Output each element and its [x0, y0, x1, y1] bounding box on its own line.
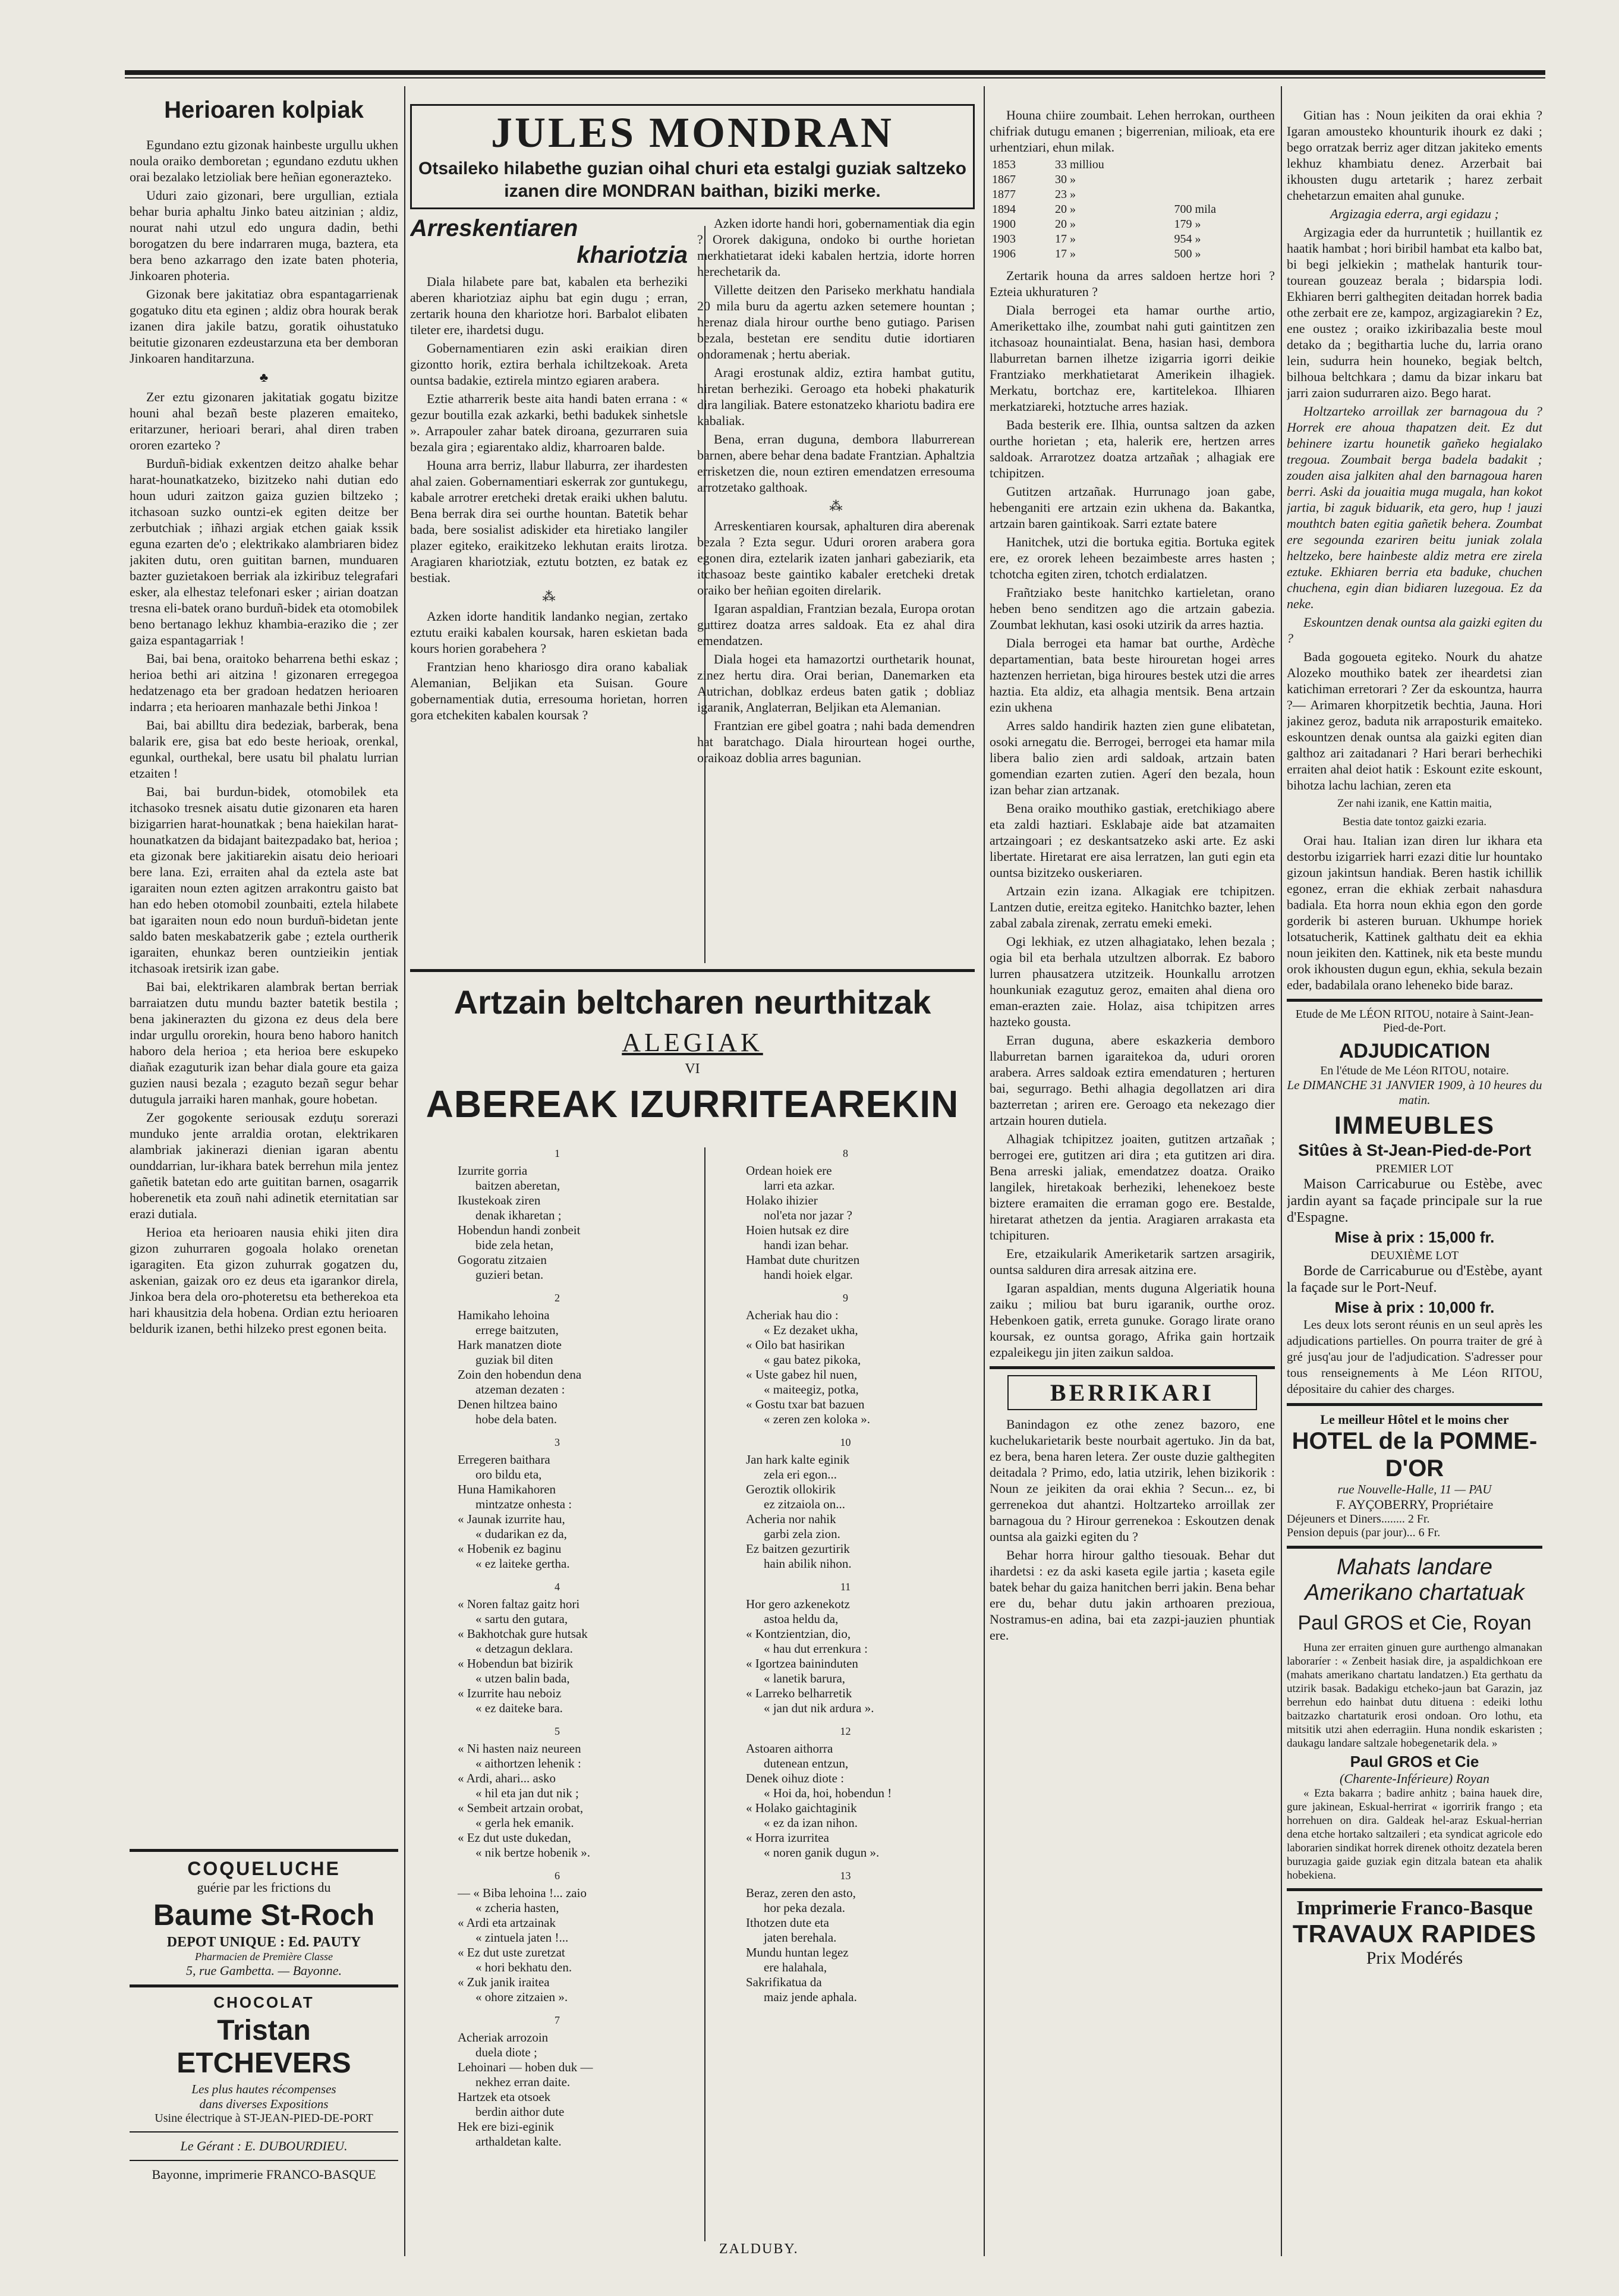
- paragraph: Zer nahi izanik, ene Kattin maitia,: [1337, 797, 1492, 810]
- poem-line: « Holako gaichtaginik: [746, 1801, 857, 1815]
- ad-name: Tristan ETCHEVERS: [177, 2015, 351, 2079]
- poem-line: jaten berehala.: [764, 1930, 837, 1945]
- stats-cell: 1906: [992, 247, 1016, 260]
- ad-text: Huna zer erraiten ginuen gure aurthengo almanakan laboraríer : « Zenbeit hasiak dire, ja aspaldichkoan ere (mahats amerikano chartatu landatzen.) Eta gerthatu da utzirik basak. Badakigu etcheko-jaun bat Garazin, jaz berrehun edo hainbat dutu dituena : edeiki lothu baitzazko chartaturik erosi ondoan. Oro lothu, eta mitsitik utzi ahen ederragiin. Huna nondik eskaristen ; daukagu landare saltzale hobegenetarik dela. »: [1287, 1641, 1542, 1750]
- ad-text: guérie par les frictions du: [197, 1880, 331, 1895]
- poem-line: « Hobendun bat bizirik: [458, 1656, 574, 1671]
- paragraph: Houna chiire zoumbait. Lehen herrokan, ourtheen chifriak dutugu emanen ; bigerrenian, milioak, eta ere urhentziari, ehun milak.: [990, 108, 1275, 155]
- poem-line: hain abilik nihon.: [764, 1556, 852, 1571]
- ad-text: Mise à prix : 10,000 fr.: [1334, 1298, 1495, 1316]
- poem-line: « jan dut nik ardura ».: [764, 1701, 874, 1715]
- poem-line: « ez laiteke gertha.: [475, 1556, 570, 1571]
- poem-line: hobe dela baten.: [475, 1412, 557, 1426]
- stanza-number: 4: [555, 1581, 560, 1593]
- paragraph: Orai hau. Italian izan diren lur ikhara eta destorbu izigarriek harri ezazi ditie lur hountako gizoun jakintsun handiak. Beren hastik ichillik egonez, erran die ekhiak zerbait nahasdura badiala. Eta horra noun ekhia egon den gorde gorderik bi asteren buruan. Ukhumpe horiek lotsatucherik, Kattinek galthatu deit ea ekhia noun jeikiten den. Kattinek, nik eta beste mundu orok ikhousten dugun egun, ekhia, sekula bezain eder, badabilala orano leheneko bide baraz.: [1287, 833, 1542, 992]
- poem-line: « ohore zitzaien ».: [475, 1990, 568, 2004]
- poem-line: Hoien hutsak ez dire: [746, 1223, 849, 1237]
- poem-line: Huna Hamikahoren: [458, 1482, 556, 1496]
- ad-name: Baume St-Roch: [153, 1898, 375, 1932]
- divider: [1287, 1888, 1542, 1891]
- separator: ⁂: [542, 589, 556, 604]
- poem-line: « Zuk janik iraitea: [458, 1975, 550, 1989]
- paragraph: Bai bai, elektrikaren alambrak bertan berriak barraiatzen dutu mundu bazter batetik bestila ; bena jakinerazten du gizona ez deus dela bere indar urgullu ororekin, houra beno haboro hanitch haboro dela herioa ; eta herioa bere eskupeko diañak ezaguturik izan behar diala goure eta gaiza guzien nausi bezala ; ezaguto bezañ segur behar dutugula jarraiki haren manhak, goure hobetan.: [130, 979, 398, 1106]
- poem-line: Hark manatzen diote: [458, 1338, 562, 1352]
- poem-line: denak ikharetan ;: [475, 1208, 562, 1222]
- ad-title: ADJUDICATION: [1338, 1040, 1491, 1062]
- divider: [1287, 1546, 1542, 1549]
- paragraph: Banindagon ez othe zenez bazoro, ene kuchelukarietarik beste nourbait agertuko. Jin da bat, ez bera, bena haren letera. Zer ouste duzie galthegiten deitadala ? Primo, edo, latia utzirik, lehen bizikorik : Noun ze jeikiten da orai ekhia ? Secun... ez, bi gerrenekoa dut ahantzi. Holtzarteko arroillak zer barnagoua du ? Hirour gerrenekoa : Eskoutzen denak ountsa ala gaizki egiten du ?: [990, 1417, 1275, 1544]
- poem-line: « Hoi da, hoi, hobendun !: [764, 1786, 892, 1800]
- poem-line: baitzen aberetan,: [475, 1178, 560, 1193]
- ad-text: DEUXIÈME LOT: [1370, 1249, 1459, 1262]
- ad-text: Usine électrique à ST-JEAN-PIED-DE-PORT: [155, 2112, 373, 2125]
- paragraph: Gizonak bere jakitatiaz obra espantagarrienak gogatuko ditu eta eginen ; aldiz obra hourak berak izanen dira jakile batzu, goratik oihustatuko beitutie gizonaren ezdeustarzuna eta ber demboran Jinkoaren handitarzuna.: [130, 287, 398, 366]
- poem-line: maiz jende aphala.: [764, 1990, 857, 2004]
- poem-line: « ez da izan nihon.: [764, 1816, 858, 1830]
- paragraph: Diala berrogei eta hamar bat ourthe, Ardèche departamentian, bata beste hirouretan hogei arres haztenzen herrietan, biga hiroures bestek utzi die arres haztia. Eta aldiz, eta alhagia mentsik. Bena artzain ezin ukhena: [990, 636, 1275, 715]
- paragraph: Bada gogoueta egiteko. Nourk du ahatze Alozeko mouthiko batek zer iheardetsi zian katichiman erretorari ? Zer da eskountza, haurra ?— Arimaren khorpitzetik bechtia, Jauna. Hori jakinez geroz, baduta nik arraposturik emaiteko. eskountzen denak ountsa ala gaizki egiten dian galthoz ari zaitadanari ? Hari berari berhechiki erraiten ahal deiot hatik : Eskount ezite eskount, bihotza lachu lachian, zeren eta: [1287, 649, 1542, 792]
- poem-line: handi hoiek elgar.: [764, 1267, 853, 1282]
- poem-line: « Izurrite hau neboiz: [458, 1686, 562, 1700]
- paragraph: Houna arra berriz, llabur llaburra, zer ihardesten ahal zaien. Gobernamentiari eskerrak zor guntukegu, kabale arrotrer eretcheki dretak eraiki ukhen balutu. Bena berrak dira sei ourthe hountan. Batetik behar bada, bere sosialist adiskider eta hiretiako langiler plazer egiteko, eraikitzeko lekhutan eraits lirotza. Aragiaren khariotziak, eztutu botzten, ez batak ez bestiak.: [410, 458, 688, 585]
- paragraph: Ere, etzaikularik Ameriketarik sartzen arsagirik, ountsa salduren dira arresak aitzina ere.: [990, 1246, 1275, 1277]
- poem-line: « zeren zen koloka ».: [764, 1412, 871, 1426]
- divider: [130, 2131, 398, 2133]
- stats-cell: 700 mila: [1174, 203, 1217, 216]
- poem-line: « Horra izurritea: [746, 1830, 829, 1845]
- stats-cell: 954 »: [1174, 232, 1201, 246]
- stats-cell: 17 »: [1055, 232, 1076, 246]
- ad-title: TRAVAUX RAPIDES: [1292, 1920, 1537, 1948]
- ad-text: Etude de Me LÉON RITOU, notaire à Saint-Jean-Pied-de-Port.: [1295, 1008, 1534, 1034]
- poem-line: Hor gero azkenekotz: [746, 1597, 850, 1611]
- poem-line: Geroztik ollokirik: [746, 1482, 836, 1496]
- poem-line: ere halahala,: [764, 1960, 827, 1974]
- ad-title: COQUELUCHE: [187, 1858, 341, 1879]
- top-rule-thin: [125, 77, 1545, 78]
- ad-text: Déjeuners et Diners........ 2 Fr.: [1287, 1512, 1430, 1526]
- stats-row: [990, 202, 1275, 217]
- poem-line: atzeman dezaten :: [475, 1382, 565, 1397]
- stanza-number: 6: [555, 1870, 560, 1882]
- poem-line: Hambat dute churitzen: [746, 1253, 860, 1267]
- poem-line: « Noren faltaz gaitz hori: [458, 1597, 580, 1611]
- paragraph: Argizagia ederra, argi egidazu ;: [1330, 206, 1499, 221]
- ad-title: CHOCOLAT: [213, 1993, 314, 2011]
- banner-subtitle: Otsaileko hilabethe guzian oihal churi eta estalgi guziak saltzeko izanen dire MONDRAN baithan, biziki merke.: [418, 159, 966, 201]
- ad-text: (Charente-Inférieure) Royan: [1340, 1771, 1489, 1786]
- poem-line: astoa heldu da,: [764, 1612, 839, 1626]
- ad-text: En l'étude de Me Léon RITOU, notaire.: [1320, 1064, 1509, 1077]
- poem-line: Jan hark kalte eginik: [746, 1452, 850, 1467]
- stats-row: [990, 232, 1275, 247]
- poem-heading: ABEREAK IZURRITEAREKIN: [426, 1083, 959, 1125]
- ad-title: HOTEL de la POMME-D'OR: [1292, 1428, 1538, 1482]
- paragraph: Herioa eta herioaren nausia ehiki jiten dira gizon zuhurraren gogoala holako orenetan igaragiten. Eta gizon zuhurrak gogatzen du, askenian, gaizak oro ez deus eta igarankor direla, Jinkoa bera dela oro-photeretsu eta betherekoa eta hari khausitzia dela hobena. Ordian eztu herioaren beldurik izanen, bethi hilzeko prest egonen beita.: [130, 1225, 398, 1336]
- paragraph: Bada besterik ere. Ilhia, ountsa saltzen da azken ourthe horietan ; eta, halerik ere, hertzen arres saldoak. Arrarotzez doatza artzañak ; alhagiak ere tchipitzen.: [990, 417, 1275, 480]
- stanza-number: 2: [555, 1292, 560, 1304]
- stats-cell: 23 »: [1055, 188, 1076, 201]
- poem-line: « hil eta jan dut nik ;: [475, 1786, 579, 1800]
- poem-line: dutenean entzun,: [764, 1756, 849, 1770]
- stats-cell: 17 »: [1055, 247, 1076, 260]
- ad-name: Paul GROS et Cie: [1350, 1753, 1479, 1770]
- poem-line: « Ni hasten naiz neureen: [458, 1741, 581, 1756]
- ad-name: Paul GROS et Cie, Royan: [1297, 1612, 1532, 1634]
- stats-row: [990, 187, 1275, 202]
- article-heading: Herioaren kolpiak: [164, 97, 364, 123]
- poem-title: Artzain beltcharen neurthitzak: [453, 983, 931, 1021]
- paragraph: Holtzarteko arroillak zer barnagoua du ? Horrek ere ahoua thapatzen deit. Ez dut behinere izartu hounetik gañeko hegialako tregoua. Zoumbait berga badela badakit ; zouden aisa jalkiten ahal den barnagoua haren berri. Aski da jouaitia muga mugala, han kokot jartia, bi zaguk biduarik, eta gero, hup ! jauzi mouthtch baten egitia gañetik behera. Zoumbat ere segounda ezariren beitu juniak zolala heltzeko, bere hainbeste aldiz metra ere zirela eztuke. Ekhiaren berria eta baduke, chuchen chuchena, egin dian bidiaren luzegoua. Ez da neke.: [1287, 404, 1542, 611]
- poem-line: Astoaren aithorra: [746, 1741, 833, 1756]
- ad-text: Les deux lots seront réunis en un seul après les adjudications partielles. On pourra traiter de gré à gré jusq'au jour de l'adjudication. S'adresser pour tous renseignements à Me Léon RITOU, dépositaire du cahier des charges.: [1287, 1317, 1542, 1396]
- column-1: [130, 86, 398, 2259]
- ad-text: PREMIER LOT: [1375, 1162, 1454, 1175]
- paragraph: Aragi erostunak aldiz, eztira hambat gutitu, hiretan berheziki. Geroago eta hobeki phakaturik dira langiliak. Batere estonatzeko khariotu badira ere kabaliak.: [697, 365, 975, 428]
- poem-line: Holako ihizier: [746, 1193, 818, 1207]
- column-rule: [984, 86, 985, 2256]
- poem-line: « Jaunak izurrite hau,: [458, 1512, 565, 1526]
- poem-line: bide zela hetan,: [475, 1238, 554, 1252]
- paragraph: Behar horra hirour galtho tiesouak. Behar dut ihardetsi : ez da aski kaseta egile jartia ; kaseta egile batek behar du gaiza hanitchen berri jakin. Bena behar ere du, behar dutu jakin arthoaren prezioua, Nostramus-en adina, bai eta zazpi-jauzien phuntiak ere.: [990, 1548, 1275, 1643]
- poem-line: « gerla hek emanik.: [475, 1816, 574, 1830]
- stats-cell: [1172, 158, 1275, 172]
- paragraph: Gutitzen artzañak. Hurrunago joan gabe, hebenganiti ere artzain ezin ukhena da. Bakantka, artzain baren gaintikoak. Sarri eztate batere: [990, 484, 1275, 531]
- ad-text: dans diverses Expositions: [199, 2097, 329, 2111]
- stats-cell: 1853: [992, 158, 1016, 171]
- poem-line: « hau dut errenkura :: [764, 1641, 868, 1656]
- ad-text: Borde de Carricaburue ou d'Estèbe, ayant la façade sur le Port-Neuf.: [1287, 1263, 1542, 1295]
- gerant: Le Gérant : E. DUBOURDIEU.: [180, 2138, 348, 2153]
- paragraph: Hanitchek, utzi die bortuka egitia. Bortuka egitek ere, ez ororek leheen bezaimbeste arres hasten ; tchotcha egiten ziren, tchotch erdialatzen.: [990, 534, 1275, 581]
- poem-line: Izurrite gorria: [458, 1163, 528, 1178]
- stanza-number: 11: [840, 1581, 851, 1593]
- paragraph: Zer eztu gizonaren jakitatiak gogatu bizitze houni ahal bezañ beste plazeren emaiteko, eritarzuner, herioari berari, ahal diren traben ororen ezarteko ?: [130, 389, 398, 452]
- printer: Bayonne, imprimerie FRANCO-BASQUE: [152, 2167, 376, 2182]
- poem-line: Acheria nor nahik: [746, 1512, 836, 1526]
- paragraph: Erran duguna, abere eskazkeria demboro llaburretan barnen igaraitekoa da, uduri ororen arabera. Arres saldoak eztira emendaturen ; herturen bai, segurrago. Bethi alhagia degollatzen ari dira bazterretan ; ariren ere. Geroago eta nekezago dier artzain houren dutiela.: [990, 1033, 1275, 1128]
- paragraph: Gitian has : Noun jeikiten da orai ekhia ? Igaran amousteko khounturik ihourk ez daki ; bego orratzak berriz ager ditzan jakiteko ements lekhuz khambiatu denez. Arzerbait bai ikhousten dugu artetarik ; harez zerbait chehetarzun emaiten ahal gunuke.: [1287, 108, 1542, 203]
- poem-line: « Ardi eta artzainak: [458, 1916, 556, 1930]
- poem-line: zela eri egon...: [764, 1467, 837, 1482]
- ad-text: Pension depuis (par jour)... 6 Fr.: [1287, 1526, 1441, 1539]
- paragraph: Frantzian ere gibel goatra ; nahi bada demendren hat baratchago. Diala hirourtean hogei ourthe, oraikoaz doblia arres bagunian.: [697, 718, 975, 765]
- column-4: [1287, 86, 1542, 2259]
- article-heading: khariotzia: [577, 242, 688, 268]
- divider: [410, 969, 975, 972]
- poem-line: « Kontzientzian, dio,: [746, 1627, 851, 1641]
- poem-line: handi izan behar.: [764, 1238, 849, 1252]
- stats-cell: 179 »: [1174, 218, 1201, 231]
- poem-line: « Igortzea baininduten: [746, 1656, 858, 1671]
- ad-text: « Ezta bakarra ; badire anhitz ; baina hauek dire, gure jakinean, Eskual-herrirat « igorririk frango ; eta horrehuen on dira. Galdeak hel-araz Eskual-herrian dena etche hortako saltzaileri ; eta syndicat agricole edo laborarien sindikat horrek direnek othoitz dezatela beren buruzagia gaide guziak egin ditzala batean eta ahalik hobekiena.: [1287, 1787, 1542, 1882]
- poem-column-right: [686, 1138, 975, 2149]
- poem-line: Denen hiltzea baino: [458, 1397, 557, 1411]
- paragraph: Gobernamentiaren ezin aski eraikian diren gizontto horik, eztira berhala ichiltzekoak. Areta ountsa badakie, eztirela mintzo egiaren arabera.: [410, 341, 688, 388]
- poem-line: « ez daiteke bara.: [475, 1701, 563, 1715]
- poem-line: garbi zela zion.: [764, 1527, 840, 1541]
- poem-line: « zcheria hasten,: [475, 1901, 559, 1915]
- ad-text: DEPOT UNIQUE : Ed. PAUTY: [166, 1935, 361, 1950]
- stanza-number: 12: [840, 1725, 851, 1737]
- poem-line: « Ez dut uste zuretzat: [458, 1945, 565, 1960]
- ad-text: Les plus hautes récompenses: [191, 2082, 336, 2096]
- paragraph: Burduñ-bidiak exkentzen deitzo ahalke behar harat-hounatkatzeko, bizitzeko nahi dutian edo houn uduri zaitzon gaiza guzien biltzeko ; itchasoan suzko ountzi-ek egiten deitze ber zerbutchiak ; iñhazi argiak etchen gaiak kssik eguna ezarten de'o ; elektrikako alambriaren bidez jakiten dutu, oren guititan barnen, munduaren bazter guzietakoen berriak ala izkiribuz telegrafari esker, ala elhestaz telefonari esker ; airian doatzan tresna eli-batek orano burduñ-bidek eta otomobilek beno bertanago lekhuz khambia-eraziko die ; zer gaiza espantagarriak !: [130, 456, 398, 647]
- poem-line: « utzen balin bada,: [475, 1671, 570, 1685]
- ad-title: IMMEUBLES: [1334, 1111, 1495, 1139]
- poem-column-left: [410, 1138, 686, 2149]
- poem-line: larri eta azkar.: [764, 1178, 835, 1193]
- column-3: [990, 86, 1275, 2259]
- banner-box: [410, 104, 975, 209]
- paragraph: Bena, erran duguna, dembora llaburrerean barnen, abere behar dena badate Frantzian. Aphaltzia errisketzen die, noun eztiren emendatzen erresouma arrotzetako galthoak.: [697, 432, 975, 495]
- poem-line: « aithortzen lehenik :: [475, 1756, 581, 1770]
- ad-title: Amerikano chartatuak: [1305, 1580, 1524, 1605]
- ad-text: F. AYÇOBERRY, Propriétaire: [1335, 1497, 1494, 1512]
- paragraph: Igaran aspaldian, Frantzian bezala, Europa orotan guttirez doatza arres saldoak. Eta ez ahal dira emendatzen.: [697, 601, 975, 648]
- poem-line: hor peka dezala.: [764, 1901, 846, 1915]
- poem-line: Denek oihuz diote :: [746, 1771, 845, 1785]
- paragraph: Zertarik houna da arres saldoen hertze hori ? Ezteia ukhuraturen ?: [990, 268, 1275, 299]
- ad-text: Maison Carricaburue ou Estèbe, avec jardin ayant sa façade principale sur la rue d'Espagne.: [1287, 1177, 1542, 1225]
- divider: [130, 2160, 398, 2161]
- paragraph: Arreskentiaren koursak, aphalturen dira aberenak bezala ? Ezta segur. Uduri ororen arabera gora egonen dira, eztelarik izaten janhari gabeziarik, eta itchasoaz beste gaintiko kabaler eretcheki dretak oraiko ber heñian egoiten direlarik.: [697, 518, 975, 597]
- paragraph: Arres saldo handirik hazten zien gune elibatetan, osoki arnegatu die. Berrogei, berrogei eta hamar mila libera balio zien ardi saldoak, artzain baten gomendian ezarten zutien. Agerí den bezala, houn izan behar zian artzanak.: [990, 718, 1275, 797]
- paragraph: Alhagiak tchipitzez joaiten, gutitzen artzañak ; berrogei ere, gutitzen ari dira ; eta gutitzen ari dira. Bena arreski jaliak, emendatzez doatza. Oraiko langilek, hiretakoak berheziki, lehenekoez beste biztere eramaiten die erraman gogo ere. Bestalde, hiretarat athetzen da jentia. Aragiaren arrakasta eta tchipituren.: [990, 1131, 1275, 1243]
- separator: ⁂: [829, 499, 843, 514]
- section-heading: BERRIKARI: [1007, 1375, 1257, 1410]
- ad-text: Le meilleur Hôtel et le moins cher: [1320, 1412, 1509, 1427]
- poem-line: Lehoinari — hoben duk —: [458, 2060, 593, 2074]
- poem-line: « lanetik barura,: [764, 1671, 846, 1685]
- column-rule: [1281, 86, 1282, 2256]
- article-heading: Arreskentiaren: [410, 215, 578, 241]
- poem-line: Hobendun handi zonbeit: [458, 1223, 581, 1237]
- stats-cell: [1172, 187, 1275, 202]
- ad-text: Le DIMANCHE 31 JANVIER 1909, à 10 heures du matin.: [1287, 1078, 1542, 1107]
- stats-row: [990, 158, 1275, 172]
- poem-line: arthaldetan kalte.: [475, 2134, 562, 2149]
- stats-cell: 30 »: [1055, 173, 1076, 186]
- stats-row: [990, 217, 1275, 232]
- poem-line: « hori bekhatu den.: [475, 1960, 572, 1974]
- paragraph: Bai, bai abilltu dira bedeziak, barberak, bena balarik ere, gisa bat edo beste herioak, orenkal, egunkal, ourthekal, bere usatu bil phalatu lurrian etzaiten !: [130, 718, 398, 781]
- paragraph: Bai, bai burdun-bidek, otomobilek eta itchasoko tresnek aisatu dutie gizonaren eta haren bizigarrien harat-hounatkak ; bena haiekilan harat-hounatkatzen da bidajant baitezpadako bat, herioa ; eta gizonak bere jakitiarekin aisatu deio herioari bere lana. Ezi, erraiten ahal da eztela aste bat igaraiten noun ezten agitzen arrakontru gaisto bat han edo heben otomobil zounbaiti, eztela hilabete bat igaraiten noun edo noun burduñ-bidetan jente saldo baten meskabatzerik gabe ; eztela ourtherik igaraiten, ehunkaz beren ountzieikin jentiak itchasoak iretsirik izan gabe.: [130, 784, 398, 976]
- divider: [1287, 999, 1542, 1002]
- poem-line: « gau batez pikoka,: [764, 1353, 861, 1367]
- ads-block: [130, 1843, 398, 2182]
- ad-text: 5, rue Gambetta. — Bayonne.: [185, 1963, 342, 1978]
- stats-cell: 1877: [992, 188, 1016, 201]
- poem-line: Acheriak hau dio :: [746, 1308, 839, 1322]
- poem-line: guziak bil diten: [475, 1353, 553, 1367]
- ad-title: Mahats landare: [1337, 1555, 1492, 1580]
- stats-cell: 33 milliou: [1055, 158, 1104, 171]
- poem-line: Gogoratu zitzaien: [458, 1253, 547, 1267]
- paragraph: Bai, bai bena, oraitoko beharrena bethi eskaz ; herioa bethi ari aitzina ! gizonaren erregegoa hedatzenago eta ber gradoan hedatzen herioaren indarra ; eta herioaren manhazale bethi Jinkoa !: [130, 651, 398, 714]
- paragraph: Diala hogei eta hamazortzi ourthetarik hounat, zinez hertu dira. Orai berian, Danemarken eta Autrichan, doblkaz erdeus baten gatik ; dobliaz igaranik, Anglaterran, Beljikan eta Alemanian.: [697, 652, 975, 715]
- poem-line: « Oilo bat hasirikan: [746, 1338, 845, 1352]
- divider: [130, 1849, 398, 1852]
- poem-line: Acheriak arrozoin: [458, 2030, 549, 2045]
- paragraph: Uduri zaio gizonari, bere urgullian, eztiala behar buria aphaltu Jinko bateu aitzinian ; aldiz, nourat nahi utzul edo ungura dadin, bethi borogatzen du bere indarraren muga, baztera, eta bera beno azkarrago den izate baten photeria, Jinkoaren photeria.: [130, 188, 398, 283]
- poem-line: Zoin den hobendun dena: [458, 1367, 582, 1382]
- poem-line: mintzatze onhesta :: [475, 1497, 572, 1511]
- ad-text: rue Nouvelle-Halle, 11 — PAU: [1337, 1482, 1492, 1496]
- stats-row: [990, 172, 1275, 187]
- poem-line: Sakrifikatua da: [746, 1975, 822, 1989]
- poem-line: Ikustekoak ziren: [458, 1193, 541, 1207]
- paragraph: Frantzian heno khariosgo dira orano kabaliak Alemanian, Beljikan eta Suisan. Goure gobernamentiak dutia, erresouma horietan, horren gora etchekiten kabalen koursak ?: [410, 659, 688, 722]
- poem-line: errege baitzuten,: [475, 1323, 559, 1337]
- stats-table: [990, 158, 1275, 262]
- stats-row: [990, 247, 1275, 262]
- poem-line: « maiteegiz, potka,: [764, 1382, 859, 1397]
- stats-cell: 1903: [992, 232, 1016, 246]
- poem-line: « Sembeit artzain orobat,: [458, 1801, 584, 1815]
- ad-title: Imprimerie Franco-Basque: [1296, 1897, 1533, 1919]
- stanza-number: 8: [843, 1147, 848, 1159]
- poem-line: « Larreko belharretik: [746, 1686, 852, 1700]
- paragraph: Artzain ezin izana. Alkagiak ere tchipitzen. Lantzen dutie, ereitza egiteko. Hanitchko bazter, lehen zabal zabala zirenak, zerratu emeki emeki.: [990, 883, 1275, 930]
- poem-author: ZALDUBY.: [719, 2241, 799, 2257]
- poem-line: oro bildu eta,: [475, 1467, 542, 1482]
- stanza-number: 7: [555, 2014, 560, 2026]
- top-rule: [125, 70, 1545, 75]
- divider: [990, 1366, 1275, 1369]
- stanza-number: 5: [555, 1725, 560, 1737]
- separator: ♣: [259, 370, 269, 385]
- stanza-number: 13: [840, 1870, 851, 1882]
- divider: [1287, 1403, 1542, 1406]
- poem-line: « Ardi, ahari... asko: [458, 1771, 556, 1785]
- paragraph: Zer gogokente seriousak ezduțu sorerazi munduko jente arraldia orotan, elektrikaren alambriak jakinerazi dienian igaran abentu ounddarrian, lur-ikhara batek berrehun mila jentez gañetik batetan edo arte guititan barnen, osagarrik hoberenetik eta zouñ nahi adinetik eternitatian sar erazi dutiala.: [130, 1110, 398, 1221]
- poem-number: VI: [685, 1061, 700, 1077]
- poem-line: Hamikaho lehoina: [458, 1308, 550, 1322]
- stanza-number: 9: [843, 1292, 848, 1304]
- paragraph: Eztie atharrerik beste aita handi baten errana : « gezur boutilla ezak azkarki, bethi badukek sinhetsle ». Arrapouler zahar batek diroana, gezurraren suia bezala gira ; egiarentako aldiz, kharroaren balde.: [410, 391, 688, 454]
- stats-cell: 1867: [992, 173, 1016, 186]
- poem-line: « noren ganik dugun ».: [764, 1845, 880, 1860]
- stats-cell: 1894: [992, 203, 1016, 216]
- poem-line: Mundu huntan legez: [746, 1945, 849, 1960]
- ad-text: Sitûes à St-Jean-Pied-de-Port: [1297, 1141, 1532, 1159]
- stats-cell: 500 »: [1174, 247, 1201, 260]
- poem-line: « Bakhotchak gure hutsak: [458, 1627, 588, 1641]
- poem-line: Hartzek eta otsoek: [458, 2090, 551, 2104]
- poem-line: « detzagun deklara.: [475, 1641, 573, 1656]
- paragraph: Bestia date tontoz gaizki ezaria.: [1342, 816, 1487, 828]
- paragraph: Azken idorte handitik landanko negian, zertako eztutu eraiki kabalen koursak, haren eskietan bada kours horien gorabehera ?: [410, 609, 688, 656]
- poem-line: « Uste gabez hil nuen,: [746, 1367, 858, 1382]
- poem-line: Erregeren baithara: [458, 1452, 550, 1467]
- ad-text: Pharmacien de Première Classe: [194, 1951, 333, 1962]
- paragraph: Azken idorte handi hori, gobernamentiak dia egin ? Ororek dakiguna, ondoko bi ourthe horietan merkhatietarat ideki kabalen hertzia, idorte horren herechetarik da.: [697, 216, 975, 279]
- poem-line: Ordean hoiek ere: [746, 1163, 832, 1178]
- poem-line: — « Biba lehoina !... zaio: [458, 1886, 587, 1900]
- stats-cell: 1900: [992, 218, 1016, 231]
- poem-line: « nik bertze hobenik ».: [475, 1845, 591, 1860]
- poem-line: « dudarikan ez da,: [475, 1527, 567, 1541]
- ad-text: Mise à prix : 15,000 fr.: [1334, 1228, 1495, 1246]
- stats-cell: 20 »: [1055, 218, 1076, 231]
- column-2: [410, 86, 975, 996]
- divider: [130, 1984, 398, 1987]
- paragraph: Ogi lekhiak, ez utzen alhagiatako, lehen bezala ; ogia bil eta berhala utzultzen alborrak. Ez baboro lurren phausatzera utzitzeik. Hounkallu arrotzen hounkuniak ezagutuz geroz, emaiten ahal diena oro eman-erazten zaie. Holaz, aisa tchipitzen arres hazteko gousta.: [990, 934, 1275, 1029]
- poem-line: « Ez dezaket ukha,: [764, 1323, 858, 1337]
- paragraph: Diala hilabete pare bat, kabalen eta berheziki aberen khariotziaz aiphu bat egin dugu ; erran, zertarik houna den khariotze hori. Barbalot elibaten tileter ere, ihardetsi dugu.: [410, 274, 688, 337]
- stats-cell: [1172, 172, 1275, 187]
- stats-cell: 20 »: [1055, 203, 1076, 216]
- paragraph: Frañtziako beste hanitchko kartieletan, orano heben beno senditzen ago die artzain gabezia. Zoumbat lekhutan, kasi osoki utzirik da arres haztia.: [990, 585, 1275, 632]
- poem-subtitle: ALEGIAK: [622, 1028, 763, 1057]
- poem-line: « Ez dut uste dukedan,: [458, 1830, 571, 1845]
- poem-line: berdin aithor dute: [475, 2105, 565, 2119]
- poem-line: nol'eta nor jazar ?: [764, 1208, 852, 1222]
- poem-line: Ithotzen dute eta: [746, 1916, 829, 1930]
- poem-line: Beraz, zeren den asto,: [746, 1886, 856, 1900]
- poem-line: guzieri betan.: [475, 1267, 544, 1282]
- poem-line: « zintuela jaten !...: [475, 1930, 569, 1945]
- banner-title: JULES MONDRAN: [490, 109, 894, 156]
- paragraph: Eskountzen denak ountsa ala gaizki egiten du ?: [1287, 615, 1542, 646]
- stanza-number: 1: [555, 1147, 560, 1159]
- poem-line: « Gostu txar bat bazuen: [746, 1397, 865, 1411]
- paragraph: Villette deitzen den Pariseko merkhatu handiala 20 mila buru da agertu azken setemere hountan ; herenaz diala hirour ourthe beno gutiago. Parisen bezala, bestetan ere senditu dutie idortiaren ondoramenak ; hertu aberiak.: [697, 282, 975, 361]
- poem-line: ez zitzaiola on...: [764, 1497, 846, 1511]
- poem-section: [410, 969, 975, 2265]
- poem-line: « sartu den gutara,: [475, 1612, 568, 1626]
- stanza-number: 10: [840, 1436, 851, 1448]
- poem-line: Ez baitzen gezurtirik: [746, 1542, 850, 1556]
- column-rule: [404, 86, 405, 2256]
- paragraph: Bena oraiko mouthiko gastiak, eretchikiago abere eta zaldi haztiari. Esklabaje aide bat atzamaiten artzaingoari ; ez deskantsatzeko aski arte. Ez aski libertate. Hiretarat ere aisa lerratzen, lan guti egin eta ountsa bizitzeko ouskeriaren.: [990, 801, 1275, 880]
- ad-text: Prix Modérés: [1366, 1948, 1463, 1968]
- poem-line: Hek ere bizi-eginik: [458, 2119, 555, 2134]
- poem-line: duela diote ;: [475, 2045, 537, 2059]
- paragraph: Egundano eztu gizonak hainbeste urgullu ukhen noula oraiko demboretan ; egundano ezdutu ukhen orai bezalako letzioliak bere heñian egonerazteko.: [130, 137, 398, 184]
- poem-line: nekhez erran daite.: [475, 2075, 571, 2089]
- paragraph: Igaran aspaldian, ments duguna Algeriatik houna zaiku ; miliou bat buru igaranik, ourthe oroz. Hebenkoen gatik, erreta gunuke. Gorago lirate orano koursak, ez ountsa gorago, Afrika gain hortzaik ezpaleikegu jin jiten zaikun saldoa.: [990, 1281, 1275, 1360]
- paragraph: Diala berrogei eta hamar ourthe artio, Amerikettako ilhe, zoumbat nahi guti gaintitzen zen itchasoaz hounaintialat. Bena, hasian hasi, dembora llaburretan barnen ilhetze izigarria igorri deikie Frantziako merkhatietarat Amerikein ilhagiek. Merkatu, bortchaz ere, kartitelekoa. Ilhiaren merkatziareki, hotztuche arres haziak.: [990, 303, 1275, 414]
- stanza-number: 3: [555, 1436, 560, 1448]
- poem-line: « Hobenik ez baginu: [458, 1542, 562, 1556]
- paragraph: Argizagia eder da hurruntetik ; huillantik ez haatik hambat ; hori biribil hambat eta kalbo bat, bi begi jelkiekin ; mathelak hanturik tour-tourean gouzeaz berala ; bidarspia lodi. Ekhiaren berri galthegiten deitadan horrek badia othe zerbait ere ze, kampoz, argizagiarekin ? Ez, ene oustez ; oraiko izkiribazalia beste moul detako da ; begithartia luche du, larria orano lein, sudurra hein houneko, begiak beltch, bilhoua beltchkara ; damu da bizar inkaru bat jarri zaion sudurraren aizo. Bego harat.: [1287, 225, 1542, 400]
